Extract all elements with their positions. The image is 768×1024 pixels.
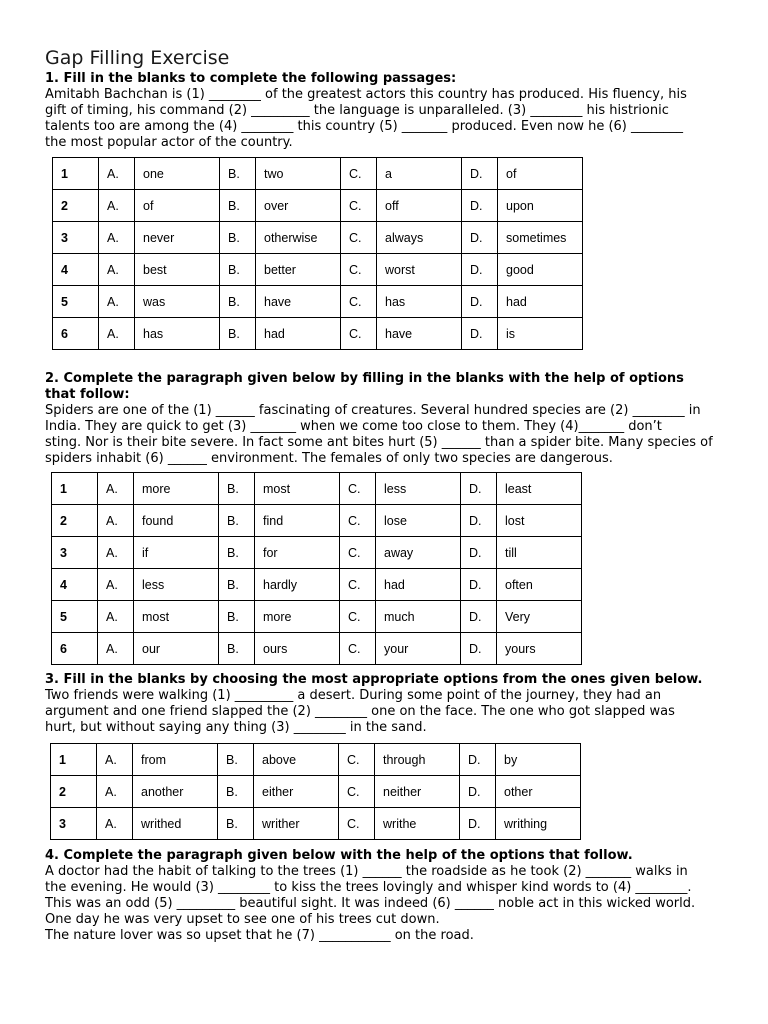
- section-heading: [45, 371, 735, 403]
- passage: [45, 864, 735, 944]
- option-row: [53, 190, 583, 222]
- option-d: lost: [497, 505, 582, 537]
- option-letter-c: C.: [340, 633, 376, 665]
- section-4: [45, 848, 735, 944]
- option-letter-a: A.: [98, 569, 134, 601]
- option-a: more: [134, 473, 219, 505]
- option-a: our: [134, 633, 219, 665]
- question-number: 4: [53, 254, 99, 286]
- option-row: [51, 776, 581, 808]
- option-c: worst: [377, 254, 462, 286]
- option-a: less: [134, 569, 219, 601]
- option-b: two: [256, 158, 341, 190]
- option-letter-d: D.: [461, 633, 497, 665]
- option-letter-b: B.: [220, 318, 256, 350]
- passage-line: gift of timing, his command (2) _________ the language is unparalleled. (3) ________ his histrionic: [45, 103, 669, 118]
- option-d: yours: [497, 633, 582, 665]
- passage-line: talents too are among the (4) ________ this country (5) _______ produced. Even now he (6) ________: [45, 119, 684, 134]
- option-letter-b: B.: [219, 569, 255, 601]
- option-letter-a: A.: [97, 808, 133, 840]
- passage-line: Amitabh Bachchan is (1) ________ of the greatest actors this country has produced. His fluency, his: [45, 87, 687, 102]
- option-letter-d: D.: [461, 601, 497, 633]
- option-row: [52, 569, 582, 601]
- question-number: 3: [53, 222, 99, 254]
- option-a: if: [134, 537, 219, 569]
- option-b: more: [255, 601, 340, 633]
- option-row: [51, 744, 581, 776]
- heading-line: 2. Complete the paragraph given below by filling in the blanks with the help of options: [45, 371, 684, 386]
- passage: [45, 87, 735, 151]
- passage: [45, 403, 735, 467]
- section-1: [45, 71, 735, 350]
- option-c: through: [375, 744, 460, 776]
- option-letter-c: C.: [341, 222, 377, 254]
- option-d: by: [496, 744, 581, 776]
- option-row: [53, 222, 583, 254]
- option-letter-d: D.: [462, 318, 498, 350]
- option-letter-a: A.: [98, 633, 134, 665]
- option-letter-d: D.: [460, 808, 496, 840]
- passage-line: the evening. He would (3) ________ to kiss the trees lovingly and whisper kind words to (4) ________.: [45, 880, 692, 895]
- option-c: lose: [376, 505, 461, 537]
- option-letter-d: D.: [462, 158, 498, 190]
- passage-line: India. They are quick to get (3) _______ when we come too close to them. They (4)_______ don’t: [45, 419, 662, 434]
- option-letter-c: C.: [340, 505, 376, 537]
- option-c: away: [376, 537, 461, 569]
- option-d: is: [498, 318, 583, 350]
- option-letter-d: D.: [461, 473, 497, 505]
- option-c: had: [376, 569, 461, 601]
- option-letter-d: D.: [462, 254, 498, 286]
- option-letter-b: B.: [218, 808, 254, 840]
- option-letter-c: C.: [339, 744, 375, 776]
- option-letter-b: B.: [218, 776, 254, 808]
- option-letter-b: B.: [219, 537, 255, 569]
- option-letter-c: C.: [340, 601, 376, 633]
- option-letter-a: A.: [98, 505, 134, 537]
- option-d: often: [497, 569, 582, 601]
- option-a: best: [135, 254, 220, 286]
- option-c: have: [377, 318, 462, 350]
- option-letter-b: B.: [219, 633, 255, 665]
- option-a: one: [135, 158, 220, 190]
- option-b: ours: [255, 633, 340, 665]
- option-row: [51, 808, 581, 840]
- option-letter-b: B.: [220, 158, 256, 190]
- option-letter-b: B.: [220, 254, 256, 286]
- passage-line: Two friends were walking (1) _________ a desert. During some point of the journey, they had an: [45, 688, 662, 703]
- option-letter-c: C.: [340, 537, 376, 569]
- option-b: hardly: [255, 569, 340, 601]
- option-letter-b: B.: [219, 473, 255, 505]
- option-letter-a: A.: [97, 776, 133, 808]
- option-c: your: [376, 633, 461, 665]
- option-row: [52, 633, 582, 665]
- option-c: off: [377, 190, 462, 222]
- option-d: sometimes: [498, 222, 583, 254]
- section-heading: 3. Fill in the blanks by choosing the most appropriate options from the ones given below.: [45, 672, 703, 687]
- option-letter-c: C.: [341, 190, 377, 222]
- option-row: [52, 537, 582, 569]
- question-number: 3: [52, 537, 98, 569]
- option-a: most: [134, 601, 219, 633]
- passage-line: This was an odd (5) _________ beautiful sight. It was indeed (6) ______ noble act in this wicked world.: [45, 896, 696, 911]
- question-number: 1: [52, 473, 98, 505]
- option-a: writhed: [133, 808, 218, 840]
- question-number: 4: [52, 569, 98, 601]
- option-c: a: [377, 158, 462, 190]
- option-letter-d: D.: [461, 569, 497, 601]
- question-number: 5: [53, 286, 99, 318]
- passage-line: hurt, but without saying any thing (3) ________ in the sand.: [45, 720, 427, 735]
- option-letter-a: A.: [99, 286, 135, 318]
- passage-line: sting. Nor is their bite severe. In fact some ant bites hurt (5) ______ than a spider bite. Many species of: [45, 435, 713, 450]
- heading-line: that follow:: [45, 387, 130, 402]
- option-letter-b: B.: [218, 744, 254, 776]
- option-letter-a: A.: [98, 601, 134, 633]
- option-a: another: [133, 776, 218, 808]
- question-number: 3: [51, 808, 97, 840]
- passage-line: argument and one friend slapped the (2) ________ one on the face. The one who got slapped was: [45, 704, 675, 719]
- option-letter-a: A.: [98, 473, 134, 505]
- option-row: [53, 254, 583, 286]
- option-row: [52, 505, 582, 537]
- option-letter-c: C.: [339, 776, 375, 808]
- option-c: always: [377, 222, 462, 254]
- option-b: better: [256, 254, 341, 286]
- option-letter-a: A.: [99, 318, 135, 350]
- option-c: much: [376, 601, 461, 633]
- option-b: over: [256, 190, 341, 222]
- option-c: neither: [375, 776, 460, 808]
- options-table: [52, 157, 583, 350]
- option-row: [52, 601, 582, 633]
- option-b: most: [255, 473, 340, 505]
- option-letter-b: B.: [220, 286, 256, 318]
- option-b: writher: [254, 808, 339, 840]
- passage-line: A doctor had the habit of talking to the trees (1) ______ the roadside as he took (2) _______ walks in: [45, 864, 688, 879]
- option-b: have: [256, 286, 341, 318]
- question-number: 5: [52, 601, 98, 633]
- option-a: found: [134, 505, 219, 537]
- option-a: has: [135, 318, 220, 350]
- page-title: Gap Filling Exercise: [45, 47, 230, 69]
- option-letter-a: A.: [99, 158, 135, 190]
- option-letter-d: D.: [462, 222, 498, 254]
- option-row: [53, 286, 583, 318]
- option-a: of: [135, 190, 220, 222]
- option-b: had: [256, 318, 341, 350]
- option-letter-d: D.: [460, 744, 496, 776]
- option-letter-d: D.: [461, 505, 497, 537]
- worksheet-page: [45, 46, 735, 944]
- option-letter-d: D.: [462, 190, 498, 222]
- option-letter-a: A.: [99, 222, 135, 254]
- option-c: writhe: [375, 808, 460, 840]
- option-letter-d: D.: [462, 286, 498, 318]
- option-d: Very: [497, 601, 582, 633]
- option-letter-d: D.: [460, 776, 496, 808]
- option-b: otherwise: [256, 222, 341, 254]
- option-d: had: [498, 286, 583, 318]
- option-letter-b: B.: [219, 505, 255, 537]
- option-letter-a: A.: [99, 254, 135, 286]
- passage-line: One day he was very upset to see one of his trees cut down.: [45, 912, 440, 927]
- option-letter-c: C.: [341, 158, 377, 190]
- option-d: upon: [498, 190, 583, 222]
- options-table: [51, 472, 582, 665]
- option-letter-c: C.: [341, 318, 377, 350]
- passage-line: the most popular actor of the country.: [45, 135, 293, 150]
- option-d: of: [498, 158, 583, 190]
- section-2: [45, 371, 735, 665]
- option-b: find: [255, 505, 340, 537]
- option-letter-c: C.: [340, 569, 376, 601]
- option-d: writhing: [496, 808, 581, 840]
- option-row: [53, 158, 583, 190]
- option-d: least: [497, 473, 582, 505]
- section-heading: 1. Fill in the blanks to complete the following passages:: [45, 71, 457, 86]
- option-letter-a: A.: [97, 744, 133, 776]
- option-letter-c: C.: [341, 286, 377, 318]
- passage-line: Spiders are one of the (1) ______ fascinating of creatures. Several hundred species are (2) ________ in: [45, 403, 701, 418]
- option-letter-c: C.: [341, 254, 377, 286]
- question-number: 1: [53, 158, 99, 190]
- option-letter-c: C.: [339, 808, 375, 840]
- question-number: 6: [52, 633, 98, 665]
- option-d: till: [497, 537, 582, 569]
- option-row: [52, 473, 582, 505]
- passage-line: The nature lover was so upset that he (7) ___________ on the road.: [45, 928, 474, 943]
- question-number: 2: [51, 776, 97, 808]
- option-letter-c: C.: [340, 473, 376, 505]
- section-heading: 4. Complete the paragraph given below with the help of the options that follow.: [45, 848, 633, 863]
- option-a: from: [133, 744, 218, 776]
- question-number: 1: [51, 744, 97, 776]
- question-number: 2: [53, 190, 99, 222]
- question-number: 6: [53, 318, 99, 350]
- option-a: never: [135, 222, 220, 254]
- option-c: has: [377, 286, 462, 318]
- option-letter-d: D.: [461, 537, 497, 569]
- option-b: above: [254, 744, 339, 776]
- option-letter-b: B.: [220, 222, 256, 254]
- option-c: less: [376, 473, 461, 505]
- option-letter-a: A.: [98, 537, 134, 569]
- option-letter-b: B.: [220, 190, 256, 222]
- option-b: either: [254, 776, 339, 808]
- options-table: [50, 743, 581, 840]
- option-row: [53, 318, 583, 350]
- option-d: good: [498, 254, 583, 286]
- passage: [45, 688, 735, 736]
- passage-line: spiders inhabit (6) ______ environment. The females of only two species are dangerous.: [45, 451, 613, 466]
- question-number: 2: [52, 505, 98, 537]
- option-a: was: [135, 286, 220, 318]
- section-3: [45, 672, 735, 840]
- option-d: other: [496, 776, 581, 808]
- option-letter-a: A.: [99, 190, 135, 222]
- option-letter-b: B.: [219, 601, 255, 633]
- option-b: for: [255, 537, 340, 569]
